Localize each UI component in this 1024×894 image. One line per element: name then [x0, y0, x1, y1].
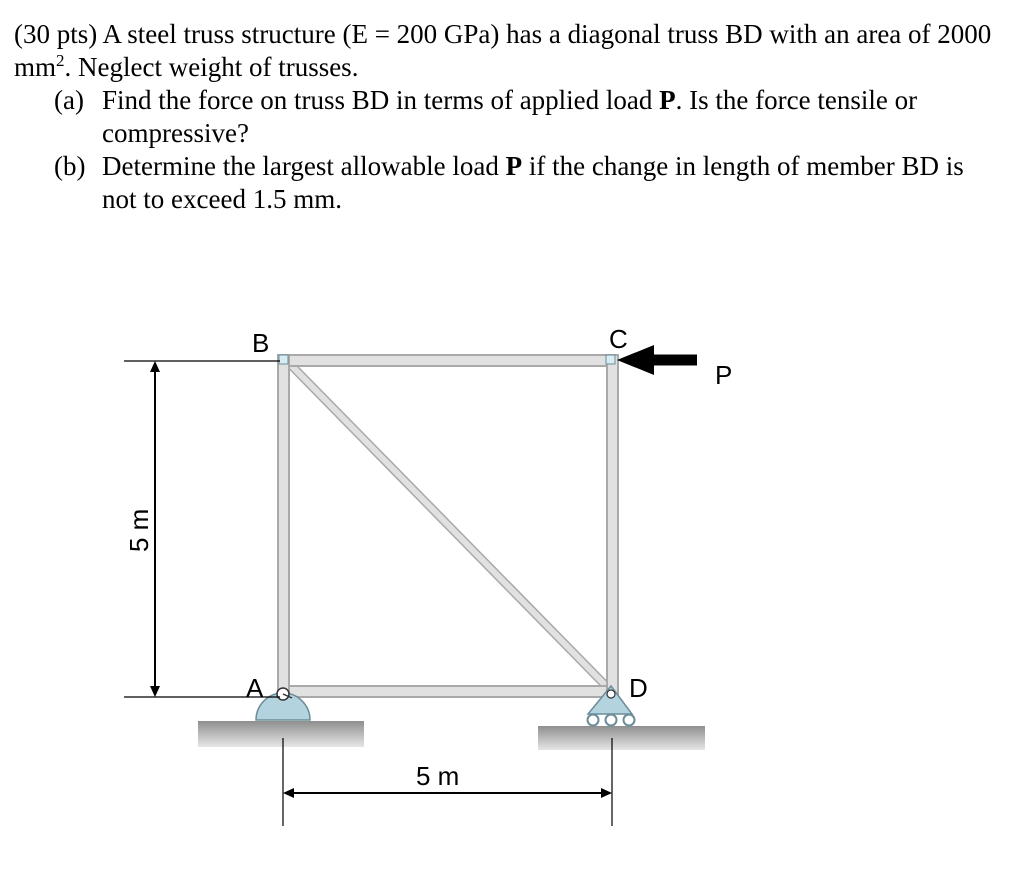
- joint-b: [279, 355, 288, 364]
- area-exponent: 2: [56, 51, 65, 70]
- member-bd: [285, 359, 611, 691]
- member-ab: [278, 355, 289, 697]
- joint-c: [606, 355, 615, 364]
- member-cd: [607, 355, 618, 697]
- node-label-d: D: [629, 673, 648, 703]
- roller-wheel: [588, 715, 599, 726]
- dim-label-height: 5 m: [124, 508, 154, 552]
- dim-arrow-bottom: [150, 686, 160, 697]
- node-label-c: C: [609, 324, 628, 354]
- ground-left: [198, 721, 364, 747]
- dim-arrow-right: [601, 788, 612, 798]
- node-label-a: A: [246, 673, 264, 703]
- ground-right: [538, 726, 705, 750]
- member-bc: [279, 355, 614, 366]
- member-ad: [279, 686, 614, 697]
- load-label-p: P: [715, 360, 733, 390]
- roller-wheel: [606, 715, 617, 726]
- dim-arrow-left: [283, 788, 294, 798]
- dim-arrow-top: [150, 361, 160, 372]
- dim-label-width: 5 m: [416, 761, 460, 791]
- part-a-label: (a): [54, 85, 84, 115]
- load-symbol: P: [505, 151, 523, 181]
- roller-wheel: [624, 715, 635, 726]
- part-b: (b) Determine the largest allowable load P if the change in length of member BD is not to exceed 1.5 mm.: [54, 151, 964, 214]
- part-a: (a) Find the force on truss BD in terms of applied load P. Is the force tensile or compressive?: [54, 85, 918, 148]
- load-symbol: P: [659, 85, 676, 115]
- problem-intro: (30 pts) A steel truss structure (E = 200 GPa) has a diagonal truss BD with an area of 2000 $mm^2$. Neglect weight of trusses.: [14, 19, 992, 82]
- node-label-b: B: [252, 328, 270, 358]
- part-b-label: (b): [54, 151, 86, 181]
- pin-d: [607, 690, 615, 698]
